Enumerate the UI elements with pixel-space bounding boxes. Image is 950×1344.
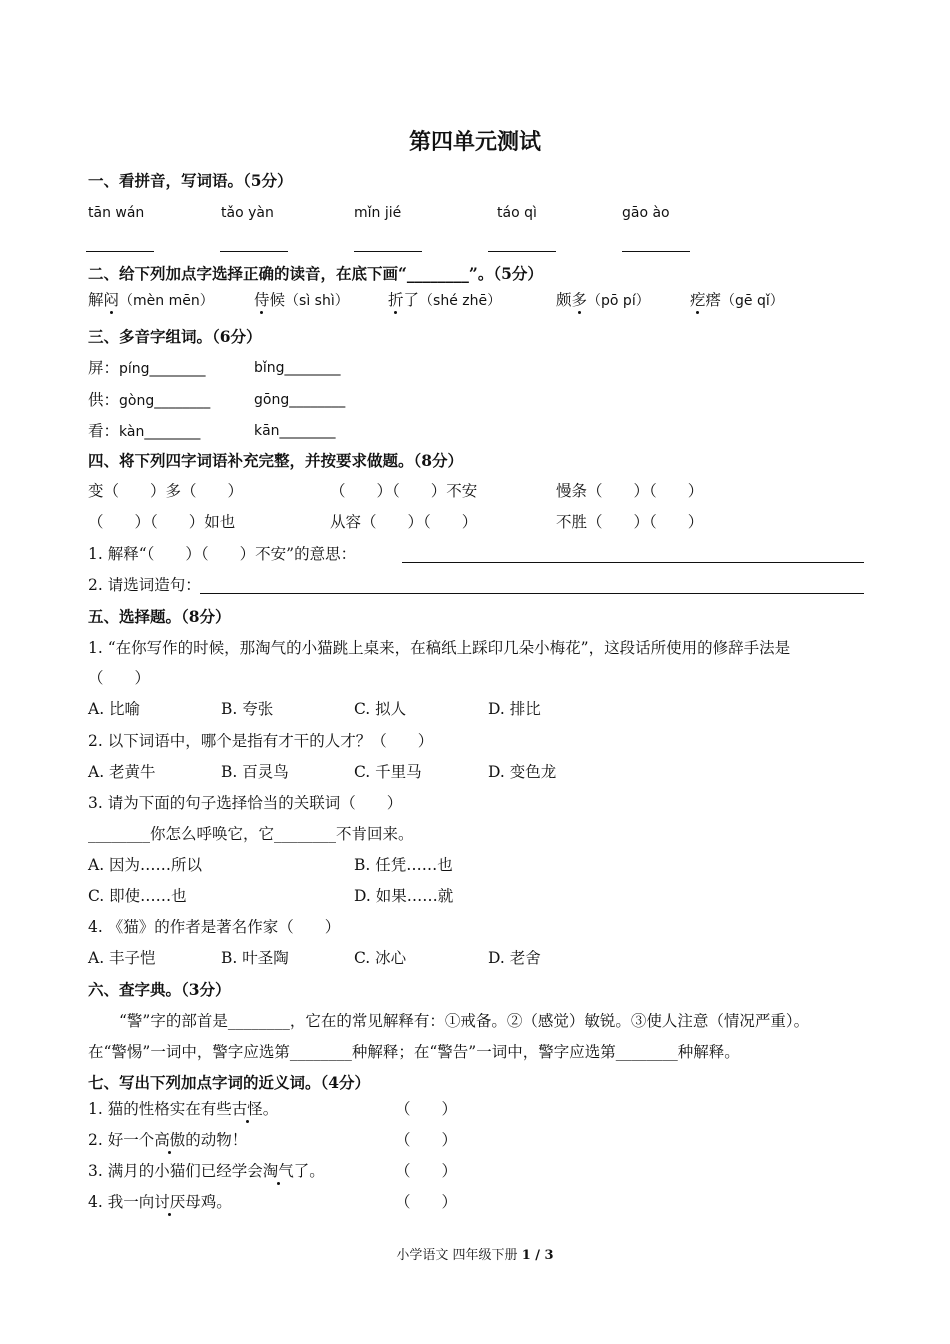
dictionary-text-2: 在“警惕”一词中，警字应选第________种解释；在“警告”一词中，警字应选第________种解释。 bbox=[88, 1043, 740, 1061]
page-number: 1 / 3 bbox=[521, 1248, 554, 1263]
idiom-5: 从容（ ）（ ） bbox=[330, 513, 478, 531]
dotted-word: 讨厌 bbox=[154, 1193, 186, 1211]
mc-question-3: 3. 请为下面的句子选择恰当的关联词（ ） bbox=[88, 794, 403, 812]
reading-item-4: 颇多（pō pí） bbox=[556, 291, 650, 309]
answer-blank-3[interactable] bbox=[354, 233, 422, 252]
section-6-heading: 六、查字典。（3分） bbox=[88, 980, 231, 999]
section-5-heading: 五、选择题。（8分） bbox=[88, 607, 231, 626]
dotted-word: 淘气 bbox=[262, 1162, 294, 1180]
reading-item-1: 解闷（mèn mēn） bbox=[88, 291, 214, 309]
synonym-answer-2[interactable]: （ ） bbox=[395, 1131, 458, 1149]
mc4-option-c[interactable]: C. 冰心 bbox=[354, 949, 407, 967]
section-7-heading: 七、写出下列加点字词的近义词。（4分） bbox=[88, 1073, 371, 1092]
synonym-item-1: 1. 猫的性格实在有些古怪。 bbox=[88, 1100, 279, 1118]
reading-item-2: 侍候（sì shì） bbox=[254, 291, 349, 309]
mc2-option-b[interactable]: B. 百灵鸟 bbox=[221, 763, 289, 781]
idiom-2: （ ）（ ）不安 bbox=[330, 482, 478, 500]
synonym-item-2: 2. 好一个高傲的动物！ bbox=[88, 1131, 248, 1149]
synonym-item-3: 3. 满月的小猫们已经学会淘气了。 bbox=[88, 1162, 325, 1180]
explain-answer-line[interactable] bbox=[402, 544, 864, 563]
dotted-word: 高傲 bbox=[154, 1131, 186, 1149]
answer-blank-2[interactable] bbox=[220, 233, 288, 252]
polyphone-row-2: 供：gòng________ bbox=[88, 391, 211, 409]
polyphone-row-1-b: bǐng________ bbox=[254, 360, 341, 376]
dotted-char: 折 bbox=[388, 291, 404, 309]
mc3-option-a[interactable]: A. 因为……所以 bbox=[88, 856, 203, 874]
mc3-option-d[interactable]: D. 如果……就 bbox=[354, 887, 454, 905]
polyphone-row-3: 看：kàn________ bbox=[88, 422, 201, 440]
synonym-answer-1[interactable]: （ ） bbox=[395, 1100, 458, 1118]
page-title: 第四单元测试 bbox=[408, 129, 541, 155]
answer-blank-5[interactable] bbox=[622, 233, 690, 252]
polyphone-row-3-b: kān________ bbox=[254, 423, 336, 439]
section-1-heading: 一、看拼音，写词语。（5分） bbox=[88, 171, 293, 190]
pinyin-3: mǐn jié bbox=[354, 205, 402, 221]
mc3-option-c[interactable]: C. 即使……也 bbox=[88, 887, 187, 905]
mc2-option-c[interactable]: C. 千里马 bbox=[354, 763, 422, 781]
pinyin-5: gāo ào bbox=[622, 205, 670, 221]
mc4-option-a[interactable]: A. 丰子恺 bbox=[88, 949, 156, 967]
mc1-option-b[interactable]: B. 夸张 bbox=[221, 700, 274, 718]
mc1-option-a[interactable]: A. 比喻 bbox=[88, 700, 141, 718]
page-footer bbox=[0, 1246, 950, 1266]
polyphone-row-1: 屏：píng________ bbox=[88, 359, 206, 377]
answer-blank-1[interactable] bbox=[86, 233, 154, 252]
reading-item-3: 折了（shé zhē） bbox=[388, 291, 502, 309]
reading-item-5: 疙瘩（gē qǐ） bbox=[690, 291, 784, 309]
mc-question-2: 2. 以下词语中，哪个是指有才干的人才？（ ） bbox=[88, 732, 434, 750]
mc2-option-a[interactable]: A. 老黄牛 bbox=[88, 763, 156, 781]
mc3-sentence: ________你怎么呼唤它，它________不肯回来。 bbox=[88, 825, 414, 843]
mc1-option-c[interactable]: C. 拟人 bbox=[354, 700, 407, 718]
mc1-option-d[interactable]: D. 排比 bbox=[488, 700, 541, 718]
polyphone-row-2-b: gōng________ bbox=[254, 392, 346, 408]
synonym-answer-4[interactable]: （ ） bbox=[395, 1193, 458, 1211]
mc4-option-b[interactable]: B. 叶圣陶 bbox=[221, 949, 289, 967]
mc-question-1-paren: （ ） bbox=[88, 669, 151, 687]
mc2-option-d[interactable]: D. 变色龙 bbox=[488, 763, 557, 781]
pinyin-2: tǎo yàn bbox=[221, 205, 274, 221]
mc3-option-b[interactable]: B. 任凭……也 bbox=[354, 856, 453, 874]
idiom-3: 慢条（ ）（ ） bbox=[556, 482, 704, 500]
dotted-char: 闷 bbox=[103, 291, 120, 309]
section-3-heading: 三、多音字组词。（6分） bbox=[88, 327, 262, 346]
answer-blank-4[interactable] bbox=[488, 233, 556, 252]
idiom-1: 变（ ）多（ ） bbox=[88, 482, 244, 500]
pinyin-4: táo qì bbox=[497, 205, 537, 221]
dotted-char: 疙 bbox=[690, 291, 706, 309]
section-4-heading: 四、将下列四字词语补充完整，并按要求做题。（8分） bbox=[88, 451, 464, 470]
dotted-char: 多 bbox=[571, 291, 588, 309]
synonym-item-4: 4. 我一向讨厌母鸡。 bbox=[88, 1193, 232, 1211]
mc-question-1: 1. “在你写作的时候，那淘气的小猫跳上桌来，在稿纸上踩印几朵小梅花”，这段话所使用的修辞手法是 bbox=[88, 639, 791, 657]
sentence-question: 2. 请选词造句： bbox=[88, 576, 201, 594]
mc4-option-d[interactable]: D. 老舍 bbox=[488, 949, 541, 967]
sentence-answer-line[interactable] bbox=[200, 575, 864, 594]
idiom-6: 不胜（ ）（ ） bbox=[556, 513, 704, 531]
mc-question-4: 4. 《猫》的作者是著名作家（ ） bbox=[88, 918, 341, 936]
explain-question: 1. 解释“（ ）（ ）不安”的意思： bbox=[88, 545, 357, 563]
footer-text: 小学语文 四年级下册 bbox=[396, 1248, 522, 1263]
dictionary-text-1: “警”字的部首是________，它在的常见解释有：①戒备。②（感觉）敏锐。③使人注意（情况严重）。 bbox=[119, 1012, 810, 1030]
dotted-char: 侍 bbox=[254, 291, 270, 309]
synonym-answer-3[interactable]: （ ） bbox=[395, 1162, 458, 1180]
section-2-heading: 二、给下列加点字选择正确的读音，在底下画“________”。（5分） bbox=[88, 264, 543, 283]
dotted-word: 古怪 bbox=[231, 1100, 263, 1118]
idiom-4: （ ）（ ）如也 bbox=[88, 513, 236, 531]
pinyin-1: tān wán bbox=[88, 205, 145, 221]
